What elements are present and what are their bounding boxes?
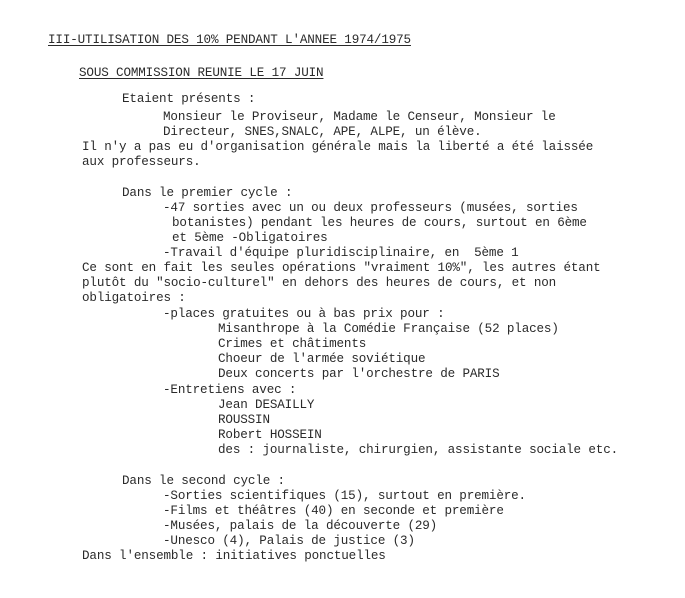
- conclusion-line: Dans l'ensemble : initiatives ponctuelles: [82, 549, 386, 563]
- sorties-line-2: botanistes) pendant les heures de cours, surtout en 6ème: [172, 216, 587, 230]
- places-heading: -places gratuites ou à bas prix pour :: [163, 307, 445, 321]
- present-heading: Etaient présents :: [122, 92, 256, 106]
- sorties-line-1: -47 sorties avec un ou deux professeurs (musées, sorties: [163, 201, 578, 215]
- sorties-line-3: et 5ème -Obligatoires: [172, 231, 328, 245]
- second-cycle-item: -Musées, palais de la découverte (29): [163, 519, 438, 533]
- section-title: III-UTILISATION DES 10% PENDANT L'ANNEE 1974/1975: [48, 33, 411, 47]
- operations-line-3: obligatoires :: [82, 291, 186, 305]
- places-item: Crimes et châtiments: [218, 337, 367, 351]
- entretiens-heading: -Entretiens avec :: [163, 383, 297, 397]
- subcommission-heading: SOUS COMMISSION REUNIE LE 17 JUIN: [79, 66, 324, 80]
- second-cycle-item: -Unesco (4), Palais de justice (3): [163, 534, 415, 548]
- second-cycle-heading: Dans le second cycle :: [122, 474, 285, 488]
- places-item: Deux concerts par l'orchestre de PARIS: [218, 367, 500, 381]
- entretiens-item: des : journaliste, chirurgien, assistante sociale etc.: [218, 443, 619, 457]
- intro-line-1: Il n'y a pas eu d'organisation générale mais la liberté a été laissée: [82, 140, 594, 154]
- first-cycle-heading: Dans le premier cycle :: [122, 186, 293, 200]
- intro-line-2: aux professeurs.: [82, 155, 201, 169]
- entretiens-item: ROUSSIN: [218, 413, 270, 427]
- second-cycle-item: -Films et théâtres (40) en seconde et première: [163, 504, 504, 518]
- operations-line-1: Ce sont en fait les seules opérations "vraiment 10%", les autres étant: [82, 261, 601, 275]
- places-item: Choeur de l'armée soviétique: [218, 352, 426, 366]
- second-cycle-item: -Sorties scientifiques (15), surtout en première.: [163, 489, 526, 503]
- entretiens-item: Robert HOSSEIN: [218, 428, 322, 442]
- travail-line: -Travail d'équipe pluridisciplinaire, en 5ème 1: [163, 246, 519, 260]
- present-line-1: Monsieur le Proviseur, Madame le Censeur, Monsieur le: [163, 110, 556, 124]
- operations-line-2: plutôt du "socio-culturel" en dehors des heures de cours, et non: [82, 276, 557, 290]
- entretiens-item: Jean DESAILLY: [218, 398, 315, 412]
- present-line-2: Directeur, SNES,SNALC, APE, ALPE, un élève.: [163, 125, 482, 139]
- places-item: Misanthrope à la Comédie Française (52 places): [218, 322, 559, 336]
